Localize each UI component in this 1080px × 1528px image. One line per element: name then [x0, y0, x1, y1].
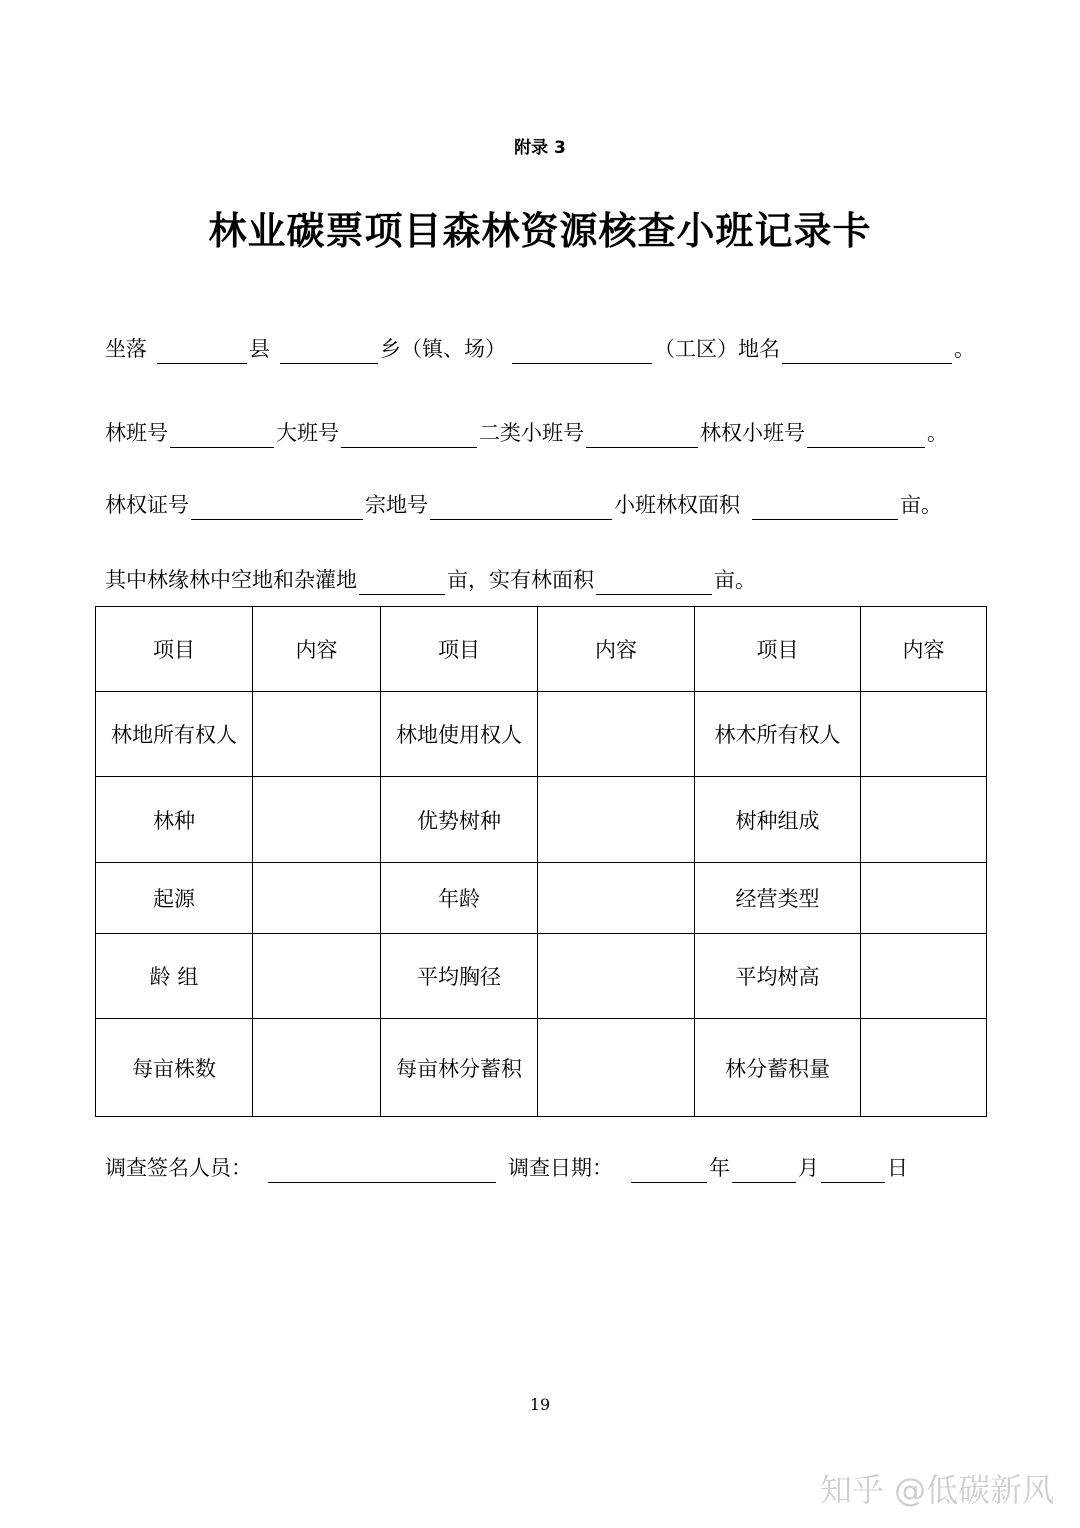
rights-line	[105, 490, 942, 520]
open-scrub-label: 其中林缘林中空地和杂灌地	[105, 568, 357, 592]
content-cell[interactable]	[861, 777, 987, 863]
header-item: 项目	[695, 607, 861, 692]
location-end: 。	[954, 337, 975, 361]
item-cell: 优势树种	[381, 777, 538, 863]
content-cell[interactable]	[861, 934, 987, 1019]
second-class-no-label: 二类小班号	[479, 421, 584, 445]
content-cell[interactable]	[253, 863, 381, 934]
content-cell[interactable]	[538, 777, 695, 863]
item-cell: 林种	[96, 777, 253, 863]
content-cell[interactable]	[538, 1019, 695, 1117]
appendix-label: 附录 3	[514, 138, 566, 158]
table-row	[96, 692, 987, 777]
item-cell: 经营类型	[695, 863, 861, 934]
rights-class-no-label: 林权小班号	[700, 421, 805, 445]
work-area-label: （工区）地名	[654, 337, 780, 361]
item-cell: 树种组成	[695, 777, 861, 863]
table-row	[96, 934, 987, 1019]
item-cell: 平均树高	[695, 934, 861, 1019]
year-blank[interactable]	[631, 1159, 707, 1183]
item-cell: 每亩林分蓄积	[381, 1019, 538, 1117]
certificate-no-blank[interactable]	[191, 496, 363, 520]
location-line	[105, 334, 975, 364]
rights-class-no-blank[interactable]	[807, 424, 925, 448]
content-cell[interactable]	[538, 692, 695, 777]
content-cell[interactable]	[538, 934, 695, 1019]
day-label: 日	[887, 1156, 908, 1180]
land-line	[105, 565, 756, 595]
watermark: 知乎 @低碳新风	[820, 1471, 1055, 1509]
open-scrub-blank[interactable]	[359, 571, 445, 595]
forest-class-no-blank[interactable]	[170, 424, 274, 448]
table-header-row	[96, 607, 987, 692]
parcel-no-label: 宗地号	[365, 493, 428, 517]
content-cell[interactable]	[253, 777, 381, 863]
item-cell: 林分蓄积量	[695, 1019, 861, 1117]
page-number: 19	[529, 1395, 551, 1414]
location-label: 坐落	[105, 337, 147, 361]
plot-numbers-line	[105, 418, 948, 448]
rights-area-blank[interactable]	[752, 496, 898, 520]
item-cell: 林木所有权人	[695, 692, 861, 777]
header-content: 内容	[538, 607, 695, 692]
certificate-no-label: 林权证号	[105, 493, 189, 517]
item-cell: 平均胸径	[381, 934, 538, 1019]
township-blank[interactable]	[280, 340, 378, 364]
signature-line	[105, 1153, 908, 1183]
place-name-blank[interactable]	[782, 340, 952, 364]
content-cell[interactable]	[861, 863, 987, 934]
surveyor-blank[interactable]	[268, 1159, 496, 1183]
item-cell: 起源	[96, 863, 253, 934]
content-cell[interactable]	[861, 692, 987, 777]
forest-class-no-label: 林班号	[105, 421, 168, 445]
rights-area-unit: 亩。	[900, 493, 942, 517]
header-content: 内容	[861, 607, 987, 692]
content-cell[interactable]	[253, 1019, 381, 1117]
township-label: 乡（镇、场）	[380, 337, 506, 361]
record-table	[95, 606, 987, 1117]
forest-area-blank[interactable]	[596, 571, 712, 595]
content-cell[interactable]	[253, 934, 381, 1019]
header-item: 项目	[96, 607, 253, 692]
county-blank[interactable]	[157, 340, 247, 364]
item-cell: 年龄	[381, 863, 538, 934]
year-label: 年	[709, 1156, 730, 1180]
month-label: 月	[798, 1156, 819, 1180]
work-area-blank[interactable]	[512, 340, 652, 364]
content-cell[interactable]	[538, 863, 695, 934]
parcel-no-blank[interactable]	[430, 496, 612, 520]
county-label: 县	[249, 337, 270, 361]
plots-end: 。	[927, 421, 948, 445]
second-class-no-blank[interactable]	[586, 424, 698, 448]
forest-area-label: 亩，实有林面积	[447, 568, 594, 592]
surveyor-label: 调查签名人员：	[105, 1156, 252, 1180]
month-blank[interactable]	[732, 1159, 796, 1183]
table-row	[96, 1019, 987, 1117]
table-row	[96, 777, 987, 863]
item-cell: 每亩株数	[96, 1019, 253, 1117]
day-blank[interactable]	[821, 1159, 885, 1183]
large-class-no-label: 大班号	[276, 421, 339, 445]
header-item: 项目	[381, 607, 538, 692]
page-title: 林业碳票项目森林资源核查小班记录卡	[208, 209, 872, 253]
content-cell[interactable]	[861, 1019, 987, 1117]
table-row	[96, 863, 987, 934]
large-class-no-blank[interactable]	[341, 424, 477, 448]
survey-date-label: 调查日期：	[508, 1156, 613, 1180]
rights-area-label: 小班林权面积	[614, 493, 740, 517]
forest-area-unit: 亩。	[714, 568, 756, 592]
header-content: 内容	[253, 607, 381, 692]
item-cell: 龄 组	[96, 934, 253, 1019]
item-cell: 林地所有权人	[96, 692, 253, 777]
content-cell[interactable]	[253, 692, 381, 777]
item-cell: 林地使用权人	[381, 692, 538, 777]
